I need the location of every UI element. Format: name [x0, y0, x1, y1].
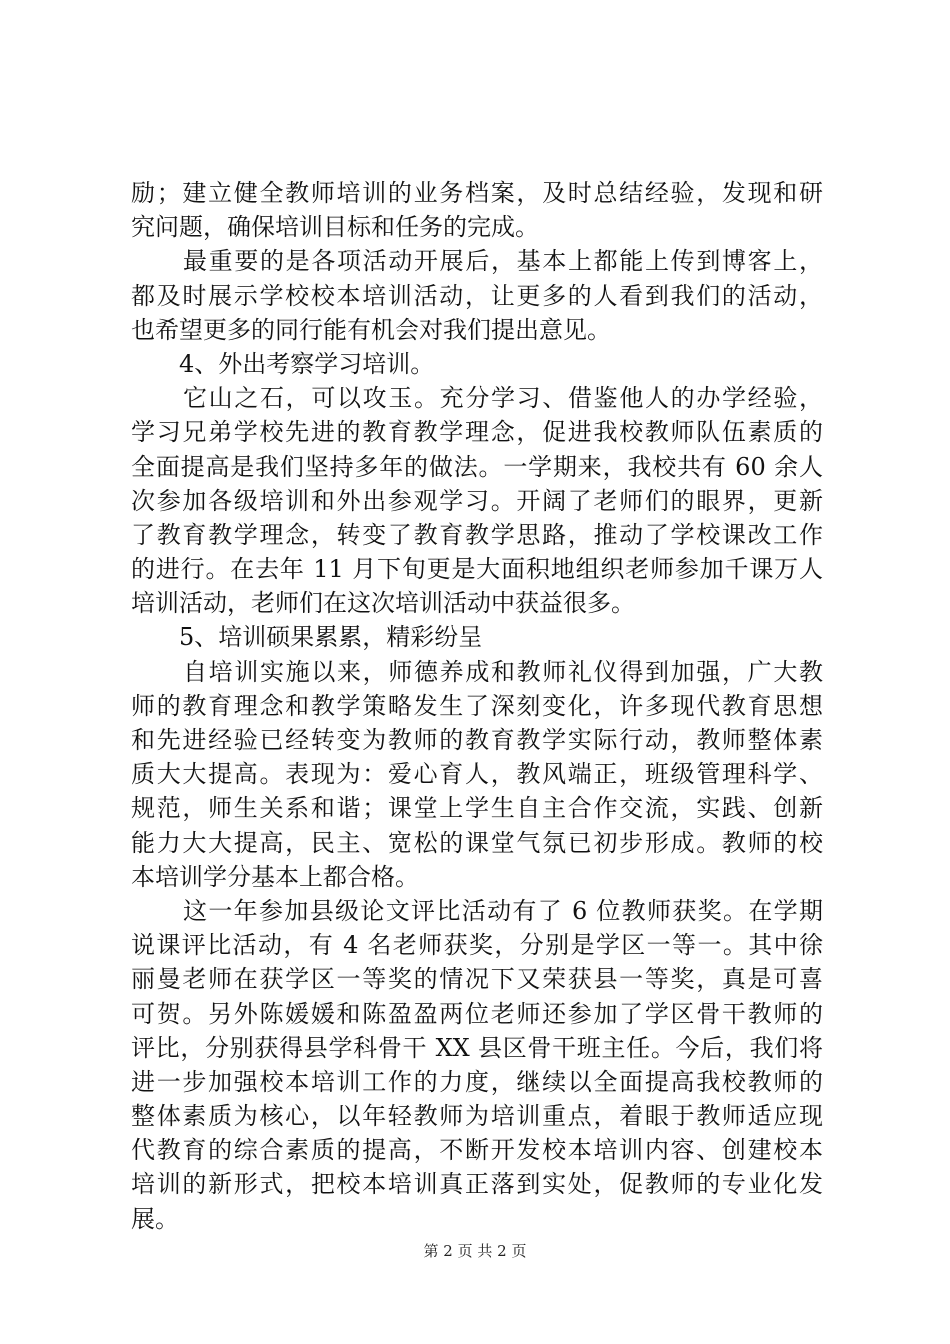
text-line: 本培训学分基本上都合格。 [131, 862, 419, 891]
paragraph [131, 176, 823, 244]
text-line: 了教育教学理念，转变了教育教学思路，推动了学校课改工作 [131, 520, 823, 549]
text-line: 评比，分别获得县学科骨干 XX 县区骨干班主任。今后，我们将 [131, 1033, 823, 1062]
text-line: 学习兄弟学校先进的教育教学理念，促进我校教师队伍素质的 [131, 418, 823, 447]
text-line: 规范，师生关系和谐；课堂上学生自主合作交流，实践、创新 [131, 794, 823, 823]
text-line: 质大大提高。表现为：爱心育人，教风端正，班级管理科学、 [131, 760, 823, 789]
text-line: 全面提高是我们坚持多年的做法。一学期来，我校共有 60 余人 [131, 452, 823, 481]
text-line: 这一年参加县级论文评比活动有了 6 位教师获奖。在学期 [183, 896, 823, 925]
text-line: 究问题，确保培训目标和任务的完成。 [131, 213, 539, 242]
paragraph [131, 244, 823, 347]
text-line: 展。 [131, 1204, 179, 1233]
text-line: 它山之石，可以攻玉。充分学习、借鉴他人的办学经验， [183, 384, 823, 413]
text-line: 能力大大提高，民主、宽松的课堂气氛已初步形成。教师的校 [131, 828, 823, 857]
text-line: 说课评比活动，有 4 名老师获奖，分别是学区一等一。其中徐 [131, 931, 823, 960]
text-line: 可贺。另外陈媛媛和陈盈盈两位老师还参加了学区骨干教师的 [131, 999, 823, 1028]
text-line: 整体素质为核心，以年轻教师为培训重点，着眼于教师适应现 [131, 1102, 823, 1131]
text-line: 丽曼老师在获学区一等奖的情况下又荣获县一等奖，真是可喜 [131, 965, 823, 994]
text-line: 5、培训硕果累累，精彩纷呈 [179, 623, 483, 652]
text-line: 都及时展示学校校本培训活动，让更多的人看到我们的活动， [131, 281, 823, 310]
text-line: 次参加各级培训和外出参观学习。开阔了老师们的眼界，更新 [131, 486, 823, 515]
text-line: 进一步加强校本培训工作的力度，继续以全面提高我校教师的 [131, 1067, 823, 1096]
text-line: 也希望更多的同行能有机会对我们提出意见。 [131, 315, 611, 344]
text-line: 自培训实施以来，师德养成和教师礼仪得到加强，广大教 [183, 657, 823, 686]
section-heading [131, 347, 823, 381]
text-line: 励；建立健全教师培训的业务档案，及时总结经验，发现和研 [131, 179, 823, 207]
text-line: 和先进经验已经转变为教师的教育教学实际行动，教师整体素 [131, 726, 823, 754]
text-line: 培训的新形式，把校本培训真正落到实处，促教师的专业化发 [131, 1170, 823, 1199]
text-line: 培训活动，老师们在这次培训活动中获益很多。 [131, 589, 635, 618]
document-body [131, 176, 823, 1236]
paragraph [131, 381, 823, 620]
paragraph [131, 655, 823, 894]
text-line: 师的教育理念和教学策略发生了深刻变化，许多现代教育思想 [131, 691, 823, 720]
text-line: 最重要的是各项活动开展后，基本上都能上传到博客上， [183, 247, 823, 276]
text-line: 的进行。在去年 11 月下旬更是大面积地组织老师参加千课万人 [131, 555, 823, 584]
text-line: 代教育的综合素质的提高，不断开发校本培训内容、创建校本 [131, 1136, 823, 1165]
section-heading [131, 620, 823, 654]
page-footer [0, 1241, 950, 1261]
page-number: 第 2 页 共 2 页 [423, 1242, 527, 1260]
text-line: 4、外出考察学习培训。 [179, 349, 435, 378]
paragraph [131, 894, 823, 1236]
